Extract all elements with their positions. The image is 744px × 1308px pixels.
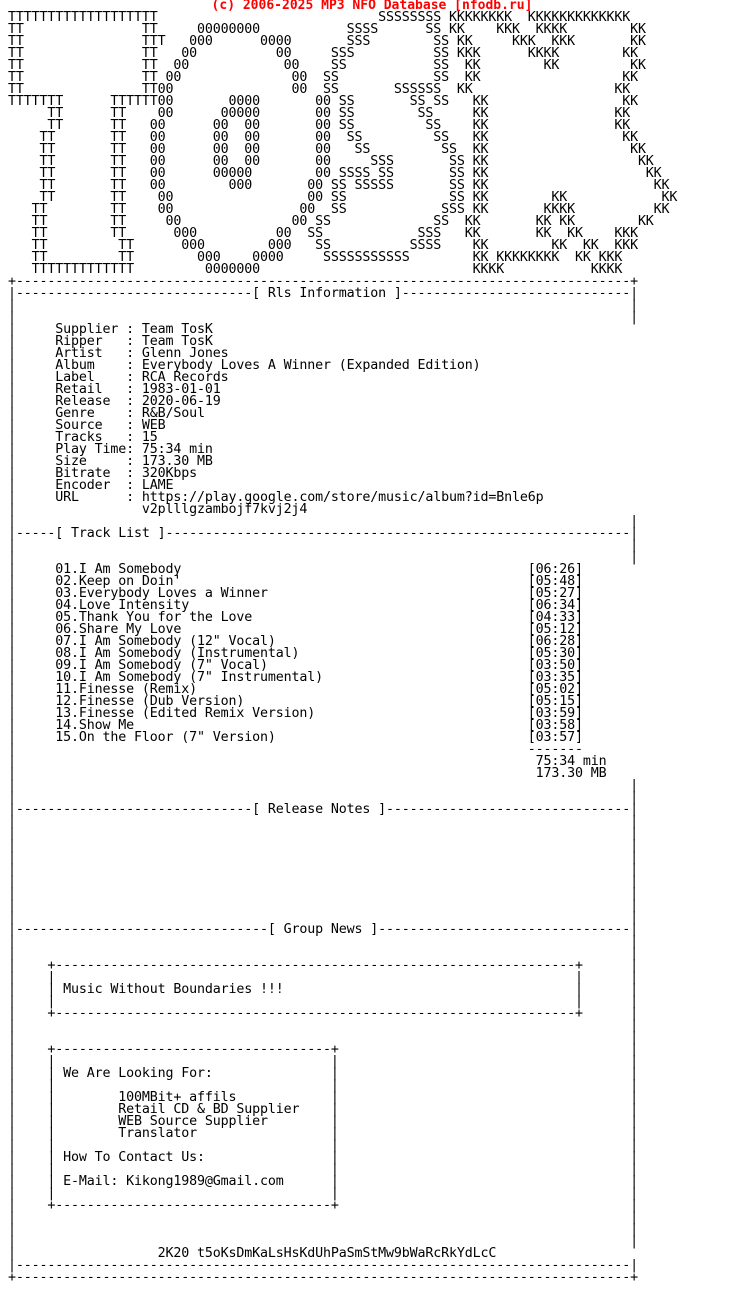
nfo-line: | URL : https://play.google.com/store/music/album?id=Bnle6p [8,490,544,505]
nfo-line: | 05.Thank You for the Love [04:33] [8,610,583,625]
nfo-line: | | [8,934,638,949]
nfo-line: | 173.30 MB [8,766,607,781]
nfo-line: +------------------------------------------------------------------------------+ [8,1270,638,1285]
nfo-line: | 09.I Am Somebody (7" Vocal) [03:50] [8,658,583,673]
nfo-line: | 06.Share My Love [05:12] [8,622,583,637]
nfo-line: | 10.I Am Somebody (7" Instrumental) [03:35] [8,670,583,685]
nfo-line: | | [8,898,638,913]
nfo-line: TTTTTTTTTTTTTTTTTTT SSSSSSSS KKKKKKKK KKKKKKKKKKKKK [8,10,631,25]
nfo-line: | Label : RCA Records [8,370,229,385]
nfo-line: | Size : 173.30 MB [8,454,213,469]
nfo-line: | | Music Without Boundaries !!! | | [8,982,638,997]
nfo-line: | | | | [8,1186,638,1201]
nfo-line: | Release : 2020-06-19 [8,394,221,409]
nfo-line: | | | | [8,1078,638,1093]
nfo-line: | +-----------------------------------+ | [8,1042,638,1057]
nfo-line: |--------------------------------[ Group News ]--------------------------------| [8,922,638,937]
nfo-line: | | [8,850,638,865]
nfo-line: | ------- [8,742,583,757]
nfo-line: TTTTTTTTTTTTT 0000000 KKKK KKKK [8,262,623,277]
nfo-line: | | [8,790,638,805]
nfo-line: | | 100MBit+ affils | | [8,1090,638,1105]
nfo-line: |------------------------------------------------------------------------------| [8,1258,638,1273]
nfo-line: | | [8,826,638,841]
nfo-line: | 02.Keep on Doin' [05:48] [8,574,583,589]
nfo-line: | +-----------------------------------+ | [8,1198,638,1213]
nfo-line: | Supplier : Team TosK [8,322,213,337]
nfo-line: TT TT 00 00 00 00 SS SS KK KK [8,130,638,145]
nfo-line: | | [8,910,638,925]
nfo-line: TT TT 00 00 00 00 SS SS KK KK [8,142,646,157]
nfo-line: TT TT 00 00 SS SS KK KK KK [8,58,646,73]
nfo-line: | 15.On the Floor (7" Version) [03:57] [8,730,583,745]
nfo-line: TT TT 000 000 SS SSSS KK KK KK KKK [8,238,638,253]
nfo-line: TT TT 00 00 00 00 SSS SS KK KK [8,154,654,169]
nfo-line: |------------------------------[ Release Notes ]-------------------------------| [8,802,638,817]
nfo-line: | Album : Everybody Loves A Winner (Expanded Edition) [8,358,481,373]
nfo-line: | Artist : Glenn Jones [8,346,229,361]
nfo-line: TT TT 00 00 SS SS KK KK KK [8,190,678,205]
site-header-title: (c) 2006-2025 MP3 NFO Database [nfodb.ru] [211,0,533,13]
nfo-line: +------------------------------------------------------------------------------+ [8,274,638,289]
nfo-line: | | [8,538,638,553]
nfo-line: TT TT 00 00 00 00 SS SS KK KK [8,118,631,133]
nfo-line: | | [8,874,638,889]
nfo-line: TTTTTTT TTTTTT00 0000 00 SS SS SS KK KK [8,94,638,109]
nfo-line: TT TT 00 00 SS SSS KK KKKK KK [8,202,670,217]
nfo-line: TT TT 00 000 00 SS SSSSS SS KK KK [8,178,670,193]
nfo-line: | | Retail CD & BD Supplier | | [8,1102,638,1117]
nfo-line: | | E-Mail: Kikong1989@Gmail.com | | [8,1174,638,1189]
nfo-line: | Ripper : Team TosK [8,334,213,349]
nfo-line: TT TT 00 00 SS SS KK KK [8,70,638,85]
nfo-line: | 08.I Am Somebody (Instrumental) [05:30] [8,646,583,661]
nfo-line: | | [8,310,638,325]
nfo-line: | | [8,1018,638,1033]
nfo-line: | | | | [8,1138,638,1153]
nfo-line: | +------------------------------------------------------------------+ | [8,1006,638,1021]
nfo-line: | Genre : R&B/Soul [8,406,205,421]
nfo-line: | 14.Show Me [03:58] [8,718,583,733]
nfo-line: | | | | [8,1162,638,1177]
nfo-line: TT TT 000 00 SS SSS KK KK KK KKK [8,226,638,241]
nfo-line: | 04.Love Intensity [06:34] [8,598,583,613]
nfo-line: | | We Are Looking For: | | [8,1066,638,1081]
nfo-line: | | [8,1234,638,1249]
nfo-line: | 01.I Am Somebody [06:26] [8,562,583,577]
nfo-line: | | [8,514,638,529]
nfo-line: | | [8,946,638,961]
nfo-line: | | [8,1222,638,1237]
nfo-line: | | | | [8,970,638,985]
nfo-line: | Bitrate : 320Kbps [8,466,197,481]
nfo-line: |-----[ Track List ]-----------------------------------------------------------| [8,526,638,541]
nfo-line: | Encoder : LAME [8,478,174,493]
nfo-line: | | | | [8,994,638,1009]
nfo-line: | | [8,550,638,565]
nfo-line: | | [8,886,638,901]
nfo-line: TT TT 00 00000 00 SS SS KK KK [8,106,631,121]
nfo-line: |------------------------------[ Rls Information ]-----------------------------| [8,286,638,301]
nfo-line: | | [8,778,638,793]
nfo-line: | Retail : 1983-01-01 [8,382,221,397]
nfo-line: TT TT 00 00 SSS SS KKK KKKK KK [8,46,638,61]
nfo-line: TT TT 000 0000 SSSSSSSSSSS KK KKKKKKKK KK KKK [8,250,623,265]
nfo-line: | 12.Finesse (Dub Version) [05:15] [8,694,583,709]
nfo-line: | Play Time: 75:34 min [8,442,213,457]
nfo-line: | | [8,1210,638,1225]
nfo-line: | | [8,814,638,829]
nfo-line: | | Translator | | [8,1126,638,1141]
nfo-line: | 13.Finesse (Edited Remix Version) [03:59] [8,706,583,721]
nfo-text-block [8,12,677,1284]
nfo-line: | Tracks : 15 [8,430,158,445]
nfo-line: | | How To Contact Us: | | [8,1150,638,1165]
nfo-line: | 11.Finesse (Remix) [05:02] [8,682,583,697]
nfo-line: | 03.Everybody Loves a Winner [05:27] [8,586,583,601]
nfo-line: | | WEB Source Supplier | | [8,1114,638,1129]
nfo-line: | +------------------------------------------------------------------+ | [8,958,638,973]
nfo-line: | | [8,862,638,877]
nfo-line: | | [8,1030,638,1045]
nfo-line: TT TTT 000 0000 SSS SS KK KKK KKK KK [8,34,646,49]
nfo-line: TT TT 00 00 SS SS KK KK KK KK [8,214,654,229]
nfo-line: | 75:34 min [8,754,607,769]
nfo-line: TT TT 00 00000 00 SSSS SS SS KK KK [8,166,662,181]
nfo-line: | 07.I Am Somebody (12" Vocal) [06:28] [8,634,583,649]
nfo-line: | Source : WEB [8,418,166,433]
nfo-line: | 2K20 t5oKsDmKaLsHsKdUhPaSmStMw9bWaRcRkYdLcC [8,1246,497,1261]
nfo-line: TT TT 00000000 SSSS SS KK KKK KKKK KK [8,22,646,37]
nfo-line: | | [8,298,638,313]
nfo-line: | v2plllgzambojf7kvj2j4 [8,502,308,517]
nfo-line: | | | | [8,1054,638,1069]
nfo-line: TT TT00 00 SS SSSSSS KK KK [8,82,631,97]
nfo-line: | | [8,838,638,853]
